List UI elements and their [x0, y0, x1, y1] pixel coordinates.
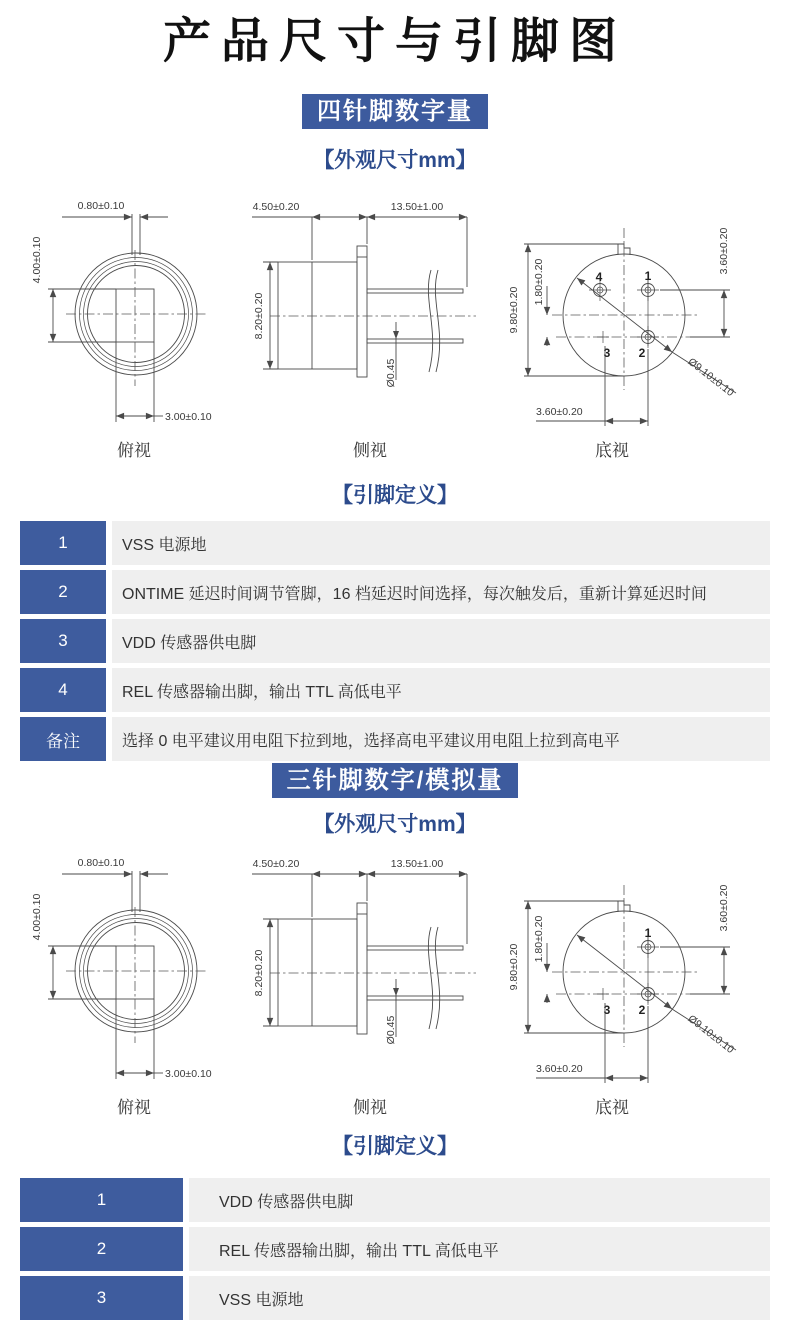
dimension-label: 8.20±0.20	[253, 292, 265, 340]
pin-number-cell: 备注	[20, 717, 106, 761]
four-pin-section	[0, 94, 790, 761]
side-view-drawing	[250, 194, 490, 430]
four-pin-badge-row	[0, 94, 790, 129]
pin-definition-header: 【引脚定义】	[332, 484, 458, 507]
pin-2-label: 2	[638, 1003, 646, 1017]
three-pin-section	[0, 763, 790, 1320]
dimension-label: 8.20±0.20	[253, 949, 265, 997]
dimension-label: 4.00±0.10	[31, 236, 43, 284]
pin-definition-header: 【引脚定义】	[332, 1135, 458, 1158]
pin-number-cell: 2	[20, 570, 106, 614]
table-row	[20, 668, 770, 712]
dimension-label: 13.50±1.00	[390, 858, 444, 870]
table-row	[20, 619, 770, 663]
pin-4-label: 4	[595, 270, 603, 284]
dimension-label: 3.00±0.10	[165, 411, 212, 423]
dimension-label: 13.50±1.00	[390, 201, 444, 213]
table-row	[20, 570, 770, 614]
dimension-label: 1.80±0.20	[533, 915, 545, 963]
dimensions-header: 【外观尺寸mm】	[313, 149, 477, 172]
top-view-figure	[18, 851, 250, 1118]
side-view-caption: 侧视	[353, 441, 387, 460]
dimension-label: 9.80±0.20	[508, 286, 520, 334]
pin-1-label: 1	[644, 269, 652, 283]
dimension-label: 4.00±0.10	[31, 893, 43, 941]
dimension-drawings	[0, 851, 790, 1118]
pin-number-cell: 1	[20, 521, 106, 565]
pin-number-cell: 2	[20, 1227, 183, 1271]
pin-number-cell: 3	[20, 1276, 183, 1320]
bottom-view-figure	[490, 194, 782, 461]
dimension-label: 9.80±0.20	[508, 943, 520, 991]
bottom-view-drawing	[490, 851, 782, 1087]
top-view-figure	[18, 194, 250, 461]
pin-3-marker	[597, 988, 609, 1000]
dimension-label: 3.60±0.20	[536, 1063, 583, 1075]
side-view-figure	[250, 851, 490, 1118]
table-row	[20, 1227, 770, 1271]
three-pin-badge-row	[0, 763, 790, 798]
dimension-label: Ø9.10±0.10	[685, 1012, 737, 1056]
dimension-label: 0.80±0.10	[77, 857, 125, 869]
dimension-label: Ø9.10±0.10	[685, 355, 737, 399]
side-view-caption: 侧视	[353, 1098, 387, 1117]
dimension-label: 3.60±0.20	[718, 227, 730, 275]
pin-2-marker	[637, 983, 659, 1005]
table-row	[20, 1178, 770, 1222]
pin-description-cell: REL 传感器输出脚，输出 TTL 高低电平	[112, 668, 770, 712]
bottom-view-caption: 底视	[595, 1098, 629, 1117]
table-row	[20, 717, 770, 761]
dimension-label: 0.80±0.10	[77, 200, 125, 212]
bottom-view-caption: 底视	[595, 441, 629, 460]
pin-number-cell: 4	[20, 668, 106, 712]
dimension-label: Ø0.45	[385, 358, 397, 388]
dimension-label: Ø0.45	[385, 1015, 397, 1045]
bottom-view-figure	[490, 851, 782, 1118]
pin-2-marker	[637, 326, 659, 348]
top-view-drawing	[18, 194, 250, 430]
pin-description-cell: 选择 0 电平建议用电阻下拉到地，选择高电平建议用电阻上拉到高电平	[112, 717, 770, 761]
table-row	[20, 521, 770, 565]
three-pin-definition-table	[20, 1178, 770, 1320]
bottom-view-drawing	[490, 194, 782, 430]
dimensions-header: 【外观尺寸mm】	[313, 813, 477, 836]
four-pin-badge: 四针脚数字量	[302, 94, 488, 129]
pin-2-label: 2	[638, 346, 646, 360]
pin-number-cell: 1	[20, 1178, 183, 1222]
pin-3-label: 3	[603, 346, 611, 360]
dimension-label: 1.80±0.20	[533, 258, 545, 306]
pin-description-cell: REL 传感器输出脚，输出 TTL 高低电平	[189, 1227, 770, 1271]
side-view-drawing	[250, 851, 490, 1087]
pin-1-label: 1	[644, 926, 652, 940]
dimension-label: 4.50±0.20	[252, 201, 300, 213]
table-row	[20, 1276, 770, 1320]
pin-description-cell: ONTIME 延迟时间调节管脚，16 档延迟时间选择，每次触发后，重新计算延迟时间	[112, 570, 770, 614]
page-title: 产品尺寸与引脚图	[162, 15, 627, 68]
pin-description-cell: VSS 电源地	[112, 521, 770, 565]
dimension-drawings	[0, 194, 790, 461]
pin-description-cell: VDD 传感器供电脚	[189, 1178, 770, 1222]
top-view-caption: 俯视	[117, 1098, 151, 1117]
three-pin-badge: 三针脚数字/模拟量	[272, 763, 519, 798]
dimension-label: 3.60±0.20	[536, 406, 583, 418]
pin-number-cell: 3	[20, 619, 106, 663]
four-pin-definition-table	[20, 521, 770, 761]
pin-3-label: 3	[603, 1003, 611, 1017]
top-view-drawing	[18, 851, 250, 1087]
pin-description-cell: VDD 传感器供电脚	[112, 619, 770, 663]
dimension-label: 4.50±0.20	[252, 858, 300, 870]
dimension-label: 3.00±0.10	[165, 1068, 212, 1080]
pin-description-cell: VSS 电源地	[189, 1276, 770, 1320]
top-view-caption: 俯视	[117, 441, 151, 460]
dimension-label: 3.60±0.20	[718, 884, 730, 932]
pin-3-marker	[597, 331, 609, 343]
side-view-figure	[250, 194, 490, 461]
